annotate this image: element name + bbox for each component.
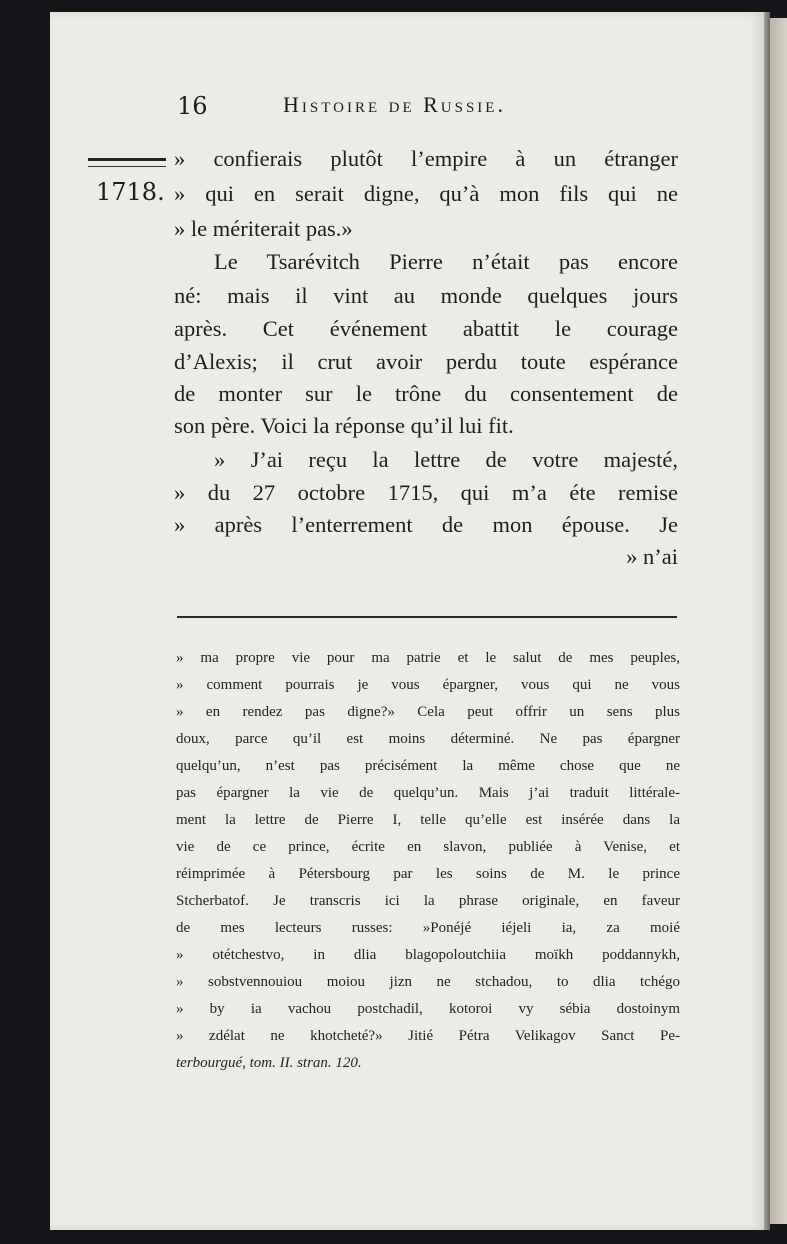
- footnote-line: quelqu’un, n’est pas précisément la même chose que ne: [176, 758, 680, 774]
- body-line: » après l’enterrement de mon épouse. Je: [174, 512, 678, 537]
- footnote-line: » by ia vachou postchadil, kotoroi vy sébia dostoinym: [176, 1001, 680, 1017]
- footnote-line: » ma propre vie pour ma patrie et le salut de mes peuples,: [176, 650, 680, 666]
- body-line: » du 27 octobre 1715, qui m’a éte remise: [174, 480, 678, 505]
- footnote-line: » sobstvennouiou moiou jizn ne stchadou, to dlia tchégo: [176, 974, 680, 990]
- footnote-line: doux, parce qu’il est moins déterminé. Ne pas épargner: [176, 731, 680, 747]
- footnote-line: » otétchestvo, in dlia blagopoloutchiia moïkh poddannykh,: [176, 947, 680, 963]
- footnote-rule: [177, 616, 677, 618]
- body-line: » le mériterait pas.»: [174, 216, 353, 241]
- running-title: Histoire de Russie.: [283, 92, 506, 117]
- body-line: d’Alexis; il crut avoir perdu toute espérance: [174, 349, 678, 374]
- footnote-line: terbourgué, tom. II. stran. 120.: [176, 1055, 362, 1071]
- footnote-line: vie de ce prince, écrite en slavon, publiée à Venise, et: [176, 839, 680, 855]
- footnote-line: ment la lettre de Pierre I, telle qu’elle est insérée dans la: [176, 812, 680, 828]
- marginal-rule: [88, 158, 166, 161]
- footnote-line: Stcherbatof. Je transcris ici la phrase originale, en faveur: [176, 893, 680, 909]
- footnote-line: pas épargner la vie de quelqu’un. Mais j’ai traduit littérale-: [176, 785, 680, 801]
- margin-year: 1718.: [96, 178, 165, 206]
- footnote-line: » zdélat ne khotcheté?» Jitié Pétra Velikagov Sanct Pe-: [176, 1028, 680, 1044]
- catchword: » n’ai: [626, 544, 678, 569]
- body-line: » J’ai reçu la lettre de votre majesté,: [214, 447, 678, 472]
- footnote-line: » en rendez pas digne?» Cela peut offrir un sens plus: [176, 704, 680, 720]
- body-line: » confierais plutôt l’empire à un étranger: [174, 146, 678, 171]
- body-line: Le Tsarévitch Pierre n’était pas encore: [214, 249, 678, 274]
- next-page-edge: [768, 18, 787, 1224]
- body-line: après. Cet événement abattit le courage: [174, 316, 678, 341]
- body-line: » qui en serait digne, qu’à mon fils qui ne: [174, 181, 678, 206]
- footnote-line: » comment pourrais je vous épargner, vous qui ne vous: [176, 677, 680, 693]
- footnote-line: de mes lecteurs russes: »Ponéjé iéjeli ia, za moié: [176, 920, 680, 936]
- body-line: né: mais il vint au monde quelques jours: [174, 283, 678, 308]
- body-line: de monter sur le trône du consentement de: [174, 381, 678, 406]
- body-line: son père. Voici la réponse qu’il lui fit.: [174, 413, 514, 438]
- footnote-line: réimprimée à Pétersbourg par les soins de M. le prince: [176, 866, 680, 882]
- page-number: 16: [177, 92, 208, 120]
- marginal-rule-thin: [88, 166, 166, 167]
